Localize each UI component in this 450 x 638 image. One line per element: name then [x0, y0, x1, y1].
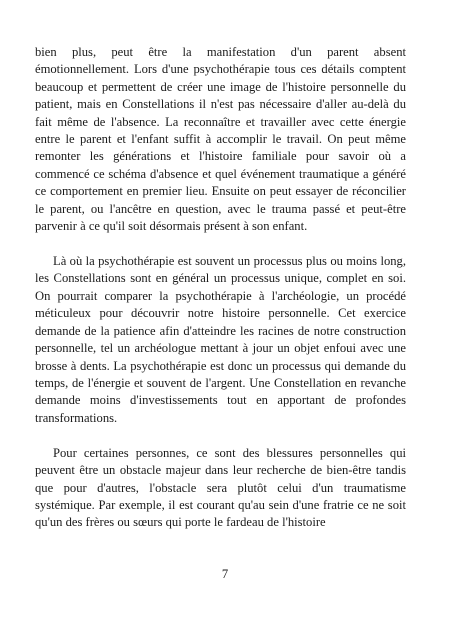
paragraph-spacer	[35, 235, 406, 253]
paragraph-spacer	[35, 427, 406, 445]
body-text	[35, 44, 406, 532]
page-number: 7	[221, 567, 229, 581]
paragraph-personal-wounds: Pour certaines personnes, ce sont des blessures personnelles qui peuvent être un obstacle majeur dans leur recherche de bien-être tandis que pour d'autres, l'obstacle sera plutôt celui d'un traumatisme systémique. Par exemple, il est courant qu'au sein d'une fratrie ce ne soit qu'un des frères ou sœurs qui porte le fardeau de l'histoire	[35, 445, 406, 530]
paragraph-psychotherapy-vs-constellations: Là où la psychothérapie est souvent un processus plus ou moins long, les Constellations sont en général un processus unique, complet en soi. On pourrait comparer la psychothérapie à l'archéologie, un procédé méticuleux pour découvrir notre histoire personnelle. Cet exercice demande de la patience afin d'atteindre les racines de notre construction personnelle, tel un archéologue mettant à jour un objet enfoui avec une brosse à dents. La psychothérapie est donc un processus qui demande du temps, de l'énergie et souvent de l'argent. Une Constellation en revanche demande moins d'investissements tout en apportant de profondes transformations.	[35, 254, 406, 425]
paragraph-continuation: bien plus, peut être la manifestation d'un parent absent émotionnellement. Lors d'une psychothérapie tous ces détails comptent beaucoup et permettent de créer une image de l'histoire personnelle du patient, mais en Constellations il n'est pas nécessaire d'aller au-delà du fait même de l'absence. La reconnaître et travailler avec cette énergie entre le parent et l'enfant suffit à accomplir le travail. On peut même remonter les générations et l'histoire familiale pour savoir où a commencé ce schéma d'absence et quel événement traumatique a généré ce comportement en premier lieu. Ensuite on peut essayer de réconcilier le parent, ou l'ancêtre en question, avec le trauma passé et peut-être parvenir à ce qu'il soit désormais présent à son enfant.	[35, 45, 406, 234]
